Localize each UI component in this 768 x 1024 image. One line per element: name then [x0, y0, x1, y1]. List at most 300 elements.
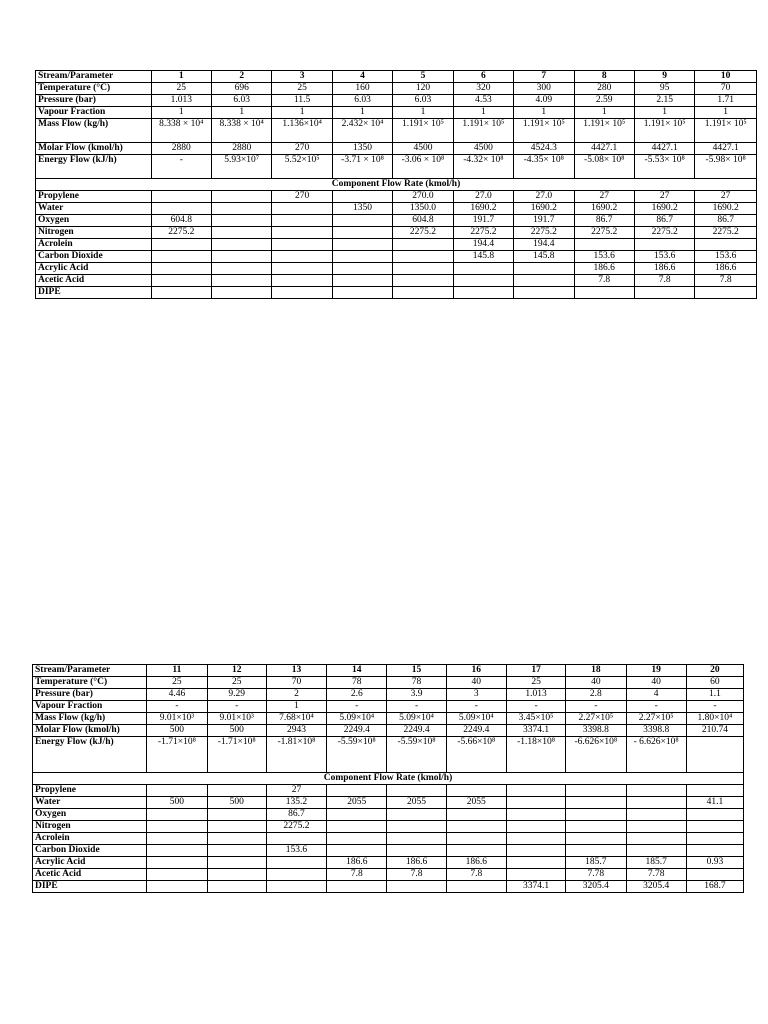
table-cell: 186.6 [446, 857, 506, 869]
table-cell: 1.013 [151, 95, 211, 107]
component-row [33, 845, 744, 857]
table-cell: 4524.3 [514, 143, 574, 155]
table-cell: 160 [332, 83, 392, 95]
table-cell [626, 797, 686, 809]
table-cell [151, 239, 211, 251]
table-cell [393, 275, 453, 287]
table-cell [387, 833, 446, 845]
table-cell: 17 [506, 665, 565, 677]
table-cell: -5.59×10⁸ [327, 737, 387, 773]
table-cell [211, 239, 271, 251]
table-cell: 9 [634, 71, 694, 83]
parameter-label: Mass Flow (kg/h) [33, 713, 147, 725]
table-cell [626, 785, 686, 797]
table-cell [151, 275, 211, 287]
table-cell: 2.27×10⁵ [626, 713, 686, 725]
table-cell [626, 809, 686, 821]
table-cell: 10 [695, 71, 757, 83]
table-cell: -6.626×10⁸ [566, 737, 626, 773]
table-cell [453, 263, 513, 275]
table-cell: 186.6 [327, 857, 387, 869]
table-cell: 4500 [393, 143, 453, 155]
parameter-row [33, 689, 744, 701]
table-cell: 78 [387, 677, 446, 689]
component-row [36, 239, 757, 251]
table-cell [272, 275, 332, 287]
parameter-row [36, 107, 757, 119]
table-cell [151, 191, 211, 203]
table-cell: 320 [453, 83, 513, 95]
table-cell: -5.98× 10⁸ [695, 155, 757, 179]
table-cell: 3205.4 [566, 881, 626, 893]
table-cell: -3.06 × 10⁸ [393, 155, 453, 179]
table-cell [272, 203, 332, 215]
table-cell: 2275.2 [453, 227, 513, 239]
table-cell [272, 263, 332, 275]
table-cell: 1.191× 10⁵ [453, 119, 513, 143]
table-cell [634, 239, 694, 251]
table-cell: 135.2 [266, 797, 326, 809]
parameter-label: Vapour Fraction [36, 107, 152, 119]
table-cell: 1350 [332, 143, 392, 155]
table-cell [514, 287, 574, 299]
component-row [33, 821, 744, 833]
table-cell: 86.7 [574, 215, 634, 227]
table-cell: -4.32× 10⁸ [453, 155, 513, 179]
table-cell [686, 821, 743, 833]
table-cell [387, 809, 446, 821]
table-cell: 70 [266, 677, 326, 689]
parameter-row [36, 143, 757, 155]
table-cell [686, 833, 743, 845]
table-cell: 12 [207, 665, 266, 677]
table-cell: 86.7 [695, 215, 757, 227]
component-row [36, 287, 757, 299]
table-cell: 2055 [387, 797, 446, 809]
table-cell: 8 [574, 71, 634, 83]
table-cell: 186.6 [387, 857, 446, 869]
parameter-label: Oxygen [33, 809, 147, 821]
table-cell: 41.1 [686, 797, 743, 809]
table-cell: 18 [566, 665, 626, 677]
table-cell: 0.93 [686, 857, 743, 869]
table-cell [393, 239, 453, 251]
table-cell: 1690.2 [574, 203, 634, 215]
table-cell: 500 [207, 797, 266, 809]
table-cell: -5.08× 10⁸ [574, 155, 634, 179]
table-cell: 11.5 [272, 95, 332, 107]
table-cell [272, 287, 332, 299]
component-row [36, 203, 757, 215]
section-row [33, 773, 744, 785]
parameter-label: Acrylic Acid [36, 263, 152, 275]
table-cell [574, 287, 634, 299]
parameter-label: Molar Flow (kmol/h) [36, 143, 152, 155]
table-cell: 3374.1 [506, 881, 565, 893]
table-cell: 191.7 [514, 215, 574, 227]
table-cell: 1.136×10⁴ [272, 119, 332, 143]
table-cell [453, 287, 513, 299]
table-cell [566, 845, 626, 857]
table-cell [446, 785, 506, 797]
section-title: Component Flow Rate (kmol/h) [33, 773, 744, 785]
table-cell: 185.7 [626, 857, 686, 869]
table-cell [506, 845, 565, 857]
parameter-row [33, 701, 744, 713]
table-cell [211, 287, 271, 299]
table-cell: - [387, 701, 446, 713]
component-row [33, 881, 744, 893]
section-row [36, 179, 757, 191]
table-cell: 1 [151, 71, 211, 83]
table-cell: 194.4 [514, 239, 574, 251]
table-cell: 186.6 [574, 263, 634, 275]
table-cell: 1 [574, 107, 634, 119]
table-cell: 25 [147, 677, 207, 689]
table-cell [393, 287, 453, 299]
parameter-label: Acrylic Acid [33, 857, 147, 869]
parameter-row [33, 725, 744, 737]
table-cell: -3.71 × 10⁸ [332, 155, 392, 179]
parameter-label: DIPE [33, 881, 147, 893]
table-cell [446, 821, 506, 833]
table-cell: -4.35× 10⁸ [514, 155, 574, 179]
parameter-label: Nitrogen [33, 821, 147, 833]
table-cell: - [327, 701, 387, 713]
table-cell [686, 869, 743, 881]
table-cell: 70 [695, 83, 757, 95]
table-cell: 191.7 [453, 215, 513, 227]
parameter-row [36, 155, 757, 179]
table-cell [151, 287, 211, 299]
table-cell: 270.0 [393, 191, 453, 203]
table-cell: 1.191× 10⁵ [514, 119, 574, 143]
table-cell: 1 [453, 107, 513, 119]
table-cell: 2055 [446, 797, 506, 809]
table-cell: 3398.8 [626, 725, 686, 737]
table-cell [332, 227, 392, 239]
table-cell: 186.6 [695, 263, 757, 275]
component-row [33, 809, 744, 821]
parameter-label: Stream/Parameter [33, 665, 147, 677]
table-cell: -5.59×10⁸ [387, 737, 446, 773]
table-cell [686, 737, 743, 773]
table-cell: 2.27×10⁵ [566, 713, 626, 725]
table-cell: 6.03 [393, 95, 453, 107]
table-cell: 6 [453, 71, 513, 83]
table-cell: 11 [147, 665, 207, 677]
table-cell [272, 239, 332, 251]
table-cell [506, 797, 565, 809]
table-cell [207, 785, 266, 797]
parameter-label: Propylene [36, 191, 152, 203]
parameter-row [36, 119, 757, 143]
table-cell: 27 [574, 191, 634, 203]
table-cell [634, 287, 694, 299]
table-cell [147, 881, 207, 893]
component-row [36, 191, 757, 203]
table-cell: 78 [327, 677, 387, 689]
table-cell: - [566, 701, 626, 713]
table-cell [332, 239, 392, 251]
table-cell: 16 [446, 665, 506, 677]
table-cell [327, 821, 387, 833]
table-cell: 500 [147, 797, 207, 809]
table-cell: 4427.1 [634, 143, 694, 155]
table-cell: 194.4 [453, 239, 513, 251]
table-cell: 15 [387, 665, 446, 677]
table-cell: 7 [514, 71, 574, 83]
table-cell: -5.53× 10⁸ [634, 155, 694, 179]
table-cell [207, 821, 266, 833]
table-cell: 2249.4 [387, 725, 446, 737]
table-cell: 6.03 [211, 95, 271, 107]
parameter-label: Carbon Dioxide [33, 845, 147, 857]
table-cell: 3.9 [387, 689, 446, 701]
table-cell: 1.191× 10⁵ [574, 119, 634, 143]
table-cell: 2275.2 [514, 227, 574, 239]
table-cell: 5.09×10⁴ [446, 713, 506, 725]
table-cell: 1.191× 10⁵ [695, 119, 757, 143]
table-cell: 9.01×10³ [207, 713, 266, 725]
table-cell: 3205.4 [626, 881, 686, 893]
table-cell [626, 821, 686, 833]
table-cell [332, 287, 392, 299]
table-cell [332, 275, 392, 287]
table-cell: 2249.4 [327, 725, 387, 737]
component-row [36, 251, 757, 263]
table-cell [387, 821, 446, 833]
table-cell [211, 263, 271, 275]
component-row [36, 263, 757, 275]
table-cell: 2880 [151, 143, 211, 155]
parameter-label: Water [36, 203, 152, 215]
table-cell: 25 [506, 677, 565, 689]
table-cell: 168.7 [686, 881, 743, 893]
table-cell: 27.0 [453, 191, 513, 203]
table-cell: 4.46 [147, 689, 207, 701]
table-cell: 9.01×10³ [147, 713, 207, 725]
table-cell [506, 821, 565, 833]
parameter-label: Energy Flow (kJ/h) [36, 155, 152, 179]
table-cell [506, 833, 565, 845]
table-cell: 1 [634, 107, 694, 119]
table-cell: 1.1 [686, 689, 743, 701]
table-cell [327, 785, 387, 797]
table-cell: -1.71×10⁸ [147, 737, 207, 773]
component-row [36, 275, 757, 287]
table-cell: 1 [151, 107, 211, 119]
table-cell: 1.191× 10⁵ [634, 119, 694, 143]
table-cell: - [686, 701, 743, 713]
table-cell: 300 [514, 83, 574, 95]
table-cell: 1 [695, 107, 757, 119]
component-row [33, 869, 744, 881]
table-cell: - [446, 701, 506, 713]
table-cell: 1690.2 [634, 203, 694, 215]
table-cell: 2 [266, 689, 326, 701]
parameter-row [33, 677, 744, 689]
table-cell [327, 845, 387, 857]
table-cell: 4427.1 [695, 143, 757, 155]
table-cell: 2.8 [566, 689, 626, 701]
table-cell [266, 833, 326, 845]
table-cell: 4.53 [453, 95, 513, 107]
table-cell [566, 797, 626, 809]
table-cell: 500 [147, 725, 207, 737]
table-cell: 5.09×10⁴ [387, 713, 446, 725]
table-cell: 7.8 [574, 275, 634, 287]
table-cell: 2 [211, 71, 271, 83]
table-cell: 1.013 [506, 689, 565, 701]
table-cell [272, 251, 332, 263]
table-cell [446, 833, 506, 845]
table-cell [207, 809, 266, 821]
table-cell: 9.29 [207, 689, 266, 701]
table-cell [506, 809, 565, 821]
table-cell: 2880 [211, 143, 271, 155]
table-cell: 5.09×10⁴ [327, 713, 387, 725]
table-cell: 1.191× 10⁵ [393, 119, 453, 143]
parameter-label: Acrolein [36, 239, 152, 251]
table-cell [393, 251, 453, 263]
table-cell: 7.8 [634, 275, 694, 287]
table-cell [695, 287, 757, 299]
table-cell: 2.6 [327, 689, 387, 701]
table-cell [506, 857, 565, 869]
table-cell [446, 845, 506, 857]
table-cell [566, 833, 626, 845]
parameter-label: Molar Flow (kmol/h) [33, 725, 147, 737]
table-cell [272, 215, 332, 227]
table-cell [147, 821, 207, 833]
table-cell: 186.6 [634, 263, 694, 275]
table-cell: 280 [574, 83, 634, 95]
header-row [33, 665, 744, 677]
table-cell [626, 833, 686, 845]
table-cell: 7.78 [566, 869, 626, 881]
parameter-label: Oxygen [36, 215, 152, 227]
table-cell [446, 881, 506, 893]
table-cell [327, 833, 387, 845]
table-cell: 2.59 [574, 95, 634, 107]
table-cell [566, 809, 626, 821]
table-cell [393, 263, 453, 275]
table-cell: 7.8 [446, 869, 506, 881]
table-cell [207, 869, 266, 881]
table-cell: 500 [207, 725, 266, 737]
table-cell: 3398.8 [566, 725, 626, 737]
table-cell: 25 [207, 677, 266, 689]
table-cell: -5.66×10⁸ [446, 737, 506, 773]
table-cell: 27 [266, 785, 326, 797]
table-cell: 60 [686, 677, 743, 689]
table-cell [211, 215, 271, 227]
table-cell: 25 [272, 83, 332, 95]
table-cell [566, 821, 626, 833]
table-cell: 27.0 [514, 191, 574, 203]
table-cell [332, 215, 392, 227]
parameter-label: Energy Flow (kJ/h) [33, 737, 147, 773]
table-cell [266, 881, 326, 893]
component-row [36, 215, 757, 227]
table-cell [266, 857, 326, 869]
table-cell: 1350 [332, 203, 392, 215]
table-cell [332, 263, 392, 275]
parameter-row [36, 83, 757, 95]
table-cell: -1.18×10⁸ [506, 737, 565, 773]
table-cell: 8.338 × 10⁴ [151, 119, 211, 143]
table-cell: 153.6 [574, 251, 634, 263]
table-cell: 120 [393, 83, 453, 95]
table-cell [151, 251, 211, 263]
table-cell: 4427.1 [574, 143, 634, 155]
parameter-label: Vapour Fraction [33, 701, 147, 713]
table-cell: 3 [272, 71, 332, 83]
table-cell: 3.45×10⁵ [506, 713, 565, 725]
table-cell: 27 [634, 191, 694, 203]
table-cell: 7.78 [626, 869, 686, 881]
table-cell: 2275.2 [151, 227, 211, 239]
table-cell [147, 869, 207, 881]
table-cell [211, 191, 271, 203]
table-cell: 696 [211, 83, 271, 95]
table-cell: 5.52×10⁵ [272, 155, 332, 179]
table-cell: 2275.2 [695, 227, 757, 239]
table-cell: 19 [626, 665, 686, 677]
table-cell: 604.8 [151, 215, 211, 227]
table-cell: 40 [566, 677, 626, 689]
table-cell: 153.6 [695, 251, 757, 263]
table-cell [211, 275, 271, 287]
table-cell: 1 [393, 107, 453, 119]
table-cell [207, 845, 266, 857]
table-cell: 7.8 [695, 275, 757, 287]
table-cell: 210.74 [686, 725, 743, 737]
table-cell: - [506, 701, 565, 713]
table-cell [266, 869, 326, 881]
table-cell: 2275.2 [574, 227, 634, 239]
stream-table-2 [32, 664, 744, 893]
component-row [33, 797, 744, 809]
parameter-row [33, 713, 744, 725]
table-cell: 153.6 [634, 251, 694, 263]
table-cell: - [151, 155, 211, 179]
table-cell [207, 833, 266, 845]
parameter-label: Propylene [33, 785, 147, 797]
table-cell: 2275.2 [634, 227, 694, 239]
component-row [33, 833, 744, 845]
table-cell [514, 275, 574, 287]
table-cell: 270 [272, 191, 332, 203]
table-cell: -1.71×10⁸ [207, 737, 266, 773]
parameter-label: Temperature (°C) [36, 83, 152, 95]
parameter-label: Pressure (bar) [36, 95, 152, 107]
table-cell: 95 [634, 83, 694, 95]
table-cell: 1.80×10⁴ [686, 713, 743, 725]
table-cell: 2055 [327, 797, 387, 809]
table-cell: 270 [272, 143, 332, 155]
table-cell: 1 [266, 701, 326, 713]
parameter-label: Acrolein [33, 833, 147, 845]
parameter-label: DIPE [36, 287, 152, 299]
table-cell: 5 [393, 71, 453, 83]
table-cell: 25 [151, 83, 211, 95]
table-cell: 1690.2 [514, 203, 574, 215]
parameter-row [36, 95, 757, 107]
table-cell: 86.7 [634, 215, 694, 227]
table-cell: 7.68×10⁴ [266, 713, 326, 725]
